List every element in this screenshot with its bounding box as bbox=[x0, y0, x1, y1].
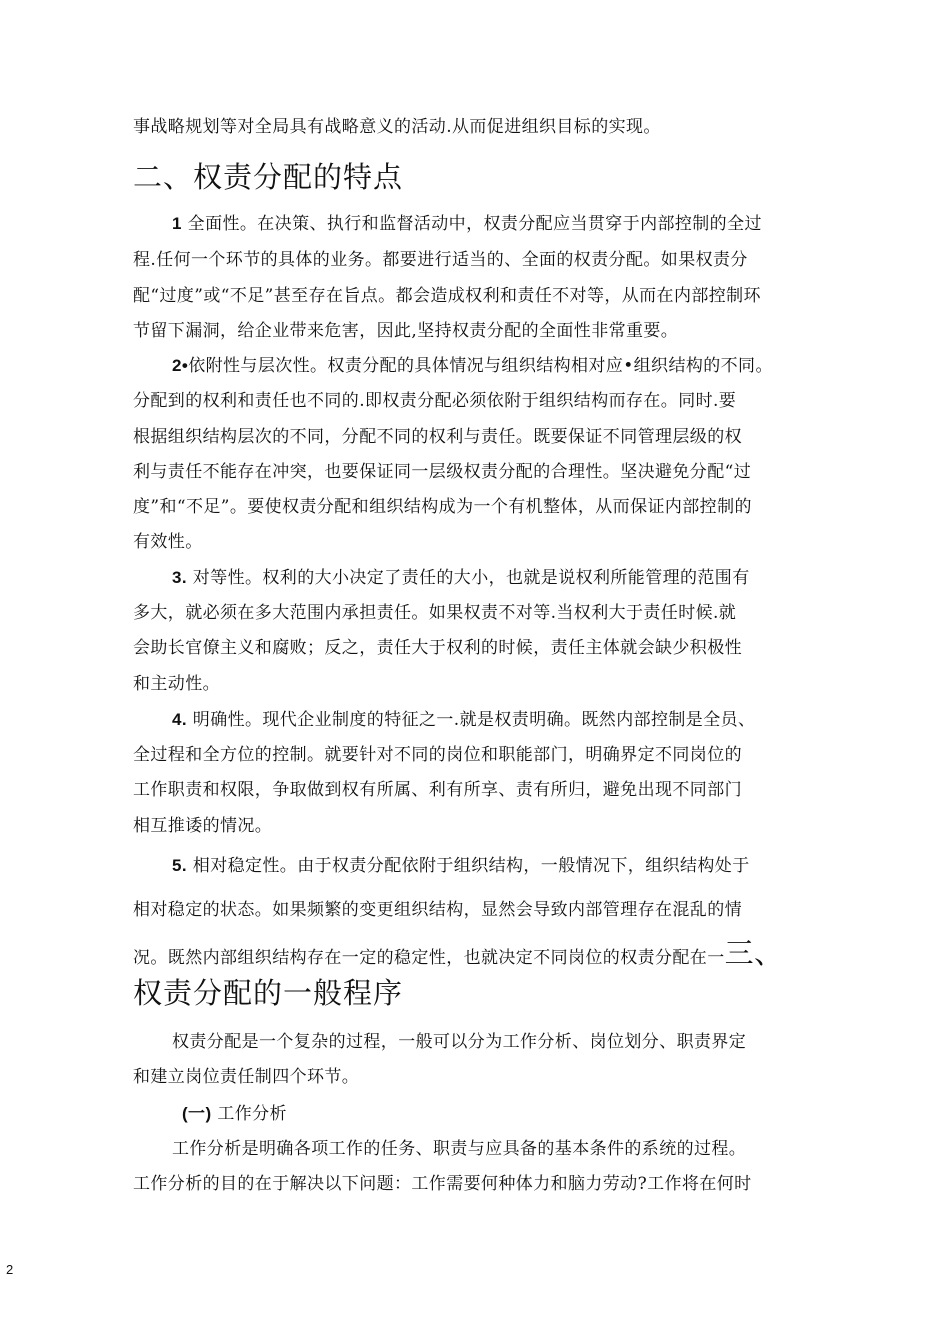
text-line: 根据组织结构层次的不同，分配不同的权利与责任。既要保证不同管理层级的权 bbox=[133, 427, 742, 447]
text-line: 相互推诿的情况。 bbox=[133, 816, 273, 836]
item-text: 全面性。在决策、执行和监督活动中，权责分配应当贯穿于内部控制的全过 bbox=[187, 214, 762, 234]
text-line: 有效性。 bbox=[133, 532, 203, 552]
subsection-heading-1 bbox=[182, 1103, 287, 1125]
text-line: 工作分析的目的在于解决以下问题：工作需要何种体力和脑力劳动?工作将在何时 bbox=[133, 1174, 752, 1194]
text-line: 工作分析是明确各项工作的任务、职责与应具备的基本条件的系统的过程。 bbox=[172, 1139, 747, 1159]
text-line: 相对稳定的状态。如果频繁的变更组织结构，显然会导致内部管理存在混乱的情 bbox=[133, 900, 742, 920]
item-number: 1 bbox=[172, 214, 182, 233]
page-number: 2 bbox=[6, 1262, 14, 1277]
list-item-3 bbox=[172, 567, 750, 589]
text-line: 和建立岗位责任制四个环节。 bbox=[133, 1067, 360, 1087]
text-line bbox=[133, 936, 784, 970]
text-line: 节留下漏洞，给企业带来危害，因此,坚持权责分配的全面性非常重要。 bbox=[133, 321, 679, 341]
section-heading-2: 二、权责分配的特点 bbox=[133, 160, 404, 194]
list-item-4 bbox=[172, 709, 755, 731]
text-line: 会助长官僚主义和腐败；反之，责任大于权利的时候，责任主体就会缺少积极性 bbox=[133, 638, 742, 658]
text-line: 和主动性。 bbox=[133, 674, 220, 694]
section-number-3: 三、 bbox=[724, 936, 784, 970]
item-text: 依附性与层次性。权责分配的具体情况与组织结构相对应•组织结构的不同。 bbox=[188, 356, 773, 376]
text-line: 程.任何一个环节的具体的业务。都要进行适当的、全面的权责分配。如果权责分 bbox=[133, 250, 748, 270]
item-text: 明确性。现代企业制度的特征之一.就是权责明确。既然内部控制是全员、 bbox=[192, 710, 756, 730]
item-number: 2• bbox=[172, 356, 189, 375]
text-line: 度”和“不足”。要使权责分配和组织结构成为一个有机整体，从而保证内部控制的 bbox=[133, 497, 752, 517]
text-line: 配“过度”或“不足”甚至存在旨点。都会造成权利和责任不对等，从而在内部控制环 bbox=[133, 286, 761, 306]
item-number: 4. bbox=[172, 710, 187, 729]
text-line: 工作职责和权限，争取做到权有所属、利有所享、责有所归，避免出现不同部门 bbox=[133, 780, 742, 800]
subsection-number: (一) bbox=[182, 1104, 212, 1123]
list-item-5 bbox=[172, 855, 750, 877]
text-line: 权责分配是一个复杂的过程，一般可以分为工作分析、岗位划分、职责界定 bbox=[172, 1032, 747, 1052]
item-text: 对等性。权利的大小决定了责任的大小，也就是说权利所能管理的范围有 bbox=[192, 568, 750, 588]
item-number: 5. bbox=[172, 856, 187, 875]
item-number: 3. bbox=[172, 568, 187, 587]
text-fragment: 况。既然内部组织结构存在一定的稳定性，也就决定不同岗位的权责分配在一 bbox=[133, 948, 725, 968]
subsection-title: 工作分析 bbox=[217, 1104, 287, 1124]
list-item-1 bbox=[172, 213, 762, 235]
text-line: 全过程和全方位的控制。就要针对不同的岗位和职能部门，明确界定不同岗位的 bbox=[133, 745, 742, 765]
section-heading-3: 权责分配的一般程序 bbox=[133, 976, 404, 1010]
list-item-2 bbox=[172, 355, 773, 377]
item-text: 相对稳定性。由于权责分配依附于组织结构，一般情况下，组织结构处于 bbox=[192, 856, 750, 876]
text-line: 分配到的权利和责任也不同的.即权责分配必须依附于组织结构而存在。同时.要 bbox=[133, 391, 737, 411]
text-line: 利与责任不能存在冲突，也要保证同一层级权责分配的合理性。坚决避免分配“过 bbox=[133, 462, 752, 482]
text-line: 事战略规划等对全局具有战略意义的活动.从而促进组织目标的实现。 bbox=[133, 117, 661, 137]
text-line: 多大，就必须在多大范围内承担责任。如果权责不对等.当权利大于责任时候.就 bbox=[133, 603, 737, 623]
